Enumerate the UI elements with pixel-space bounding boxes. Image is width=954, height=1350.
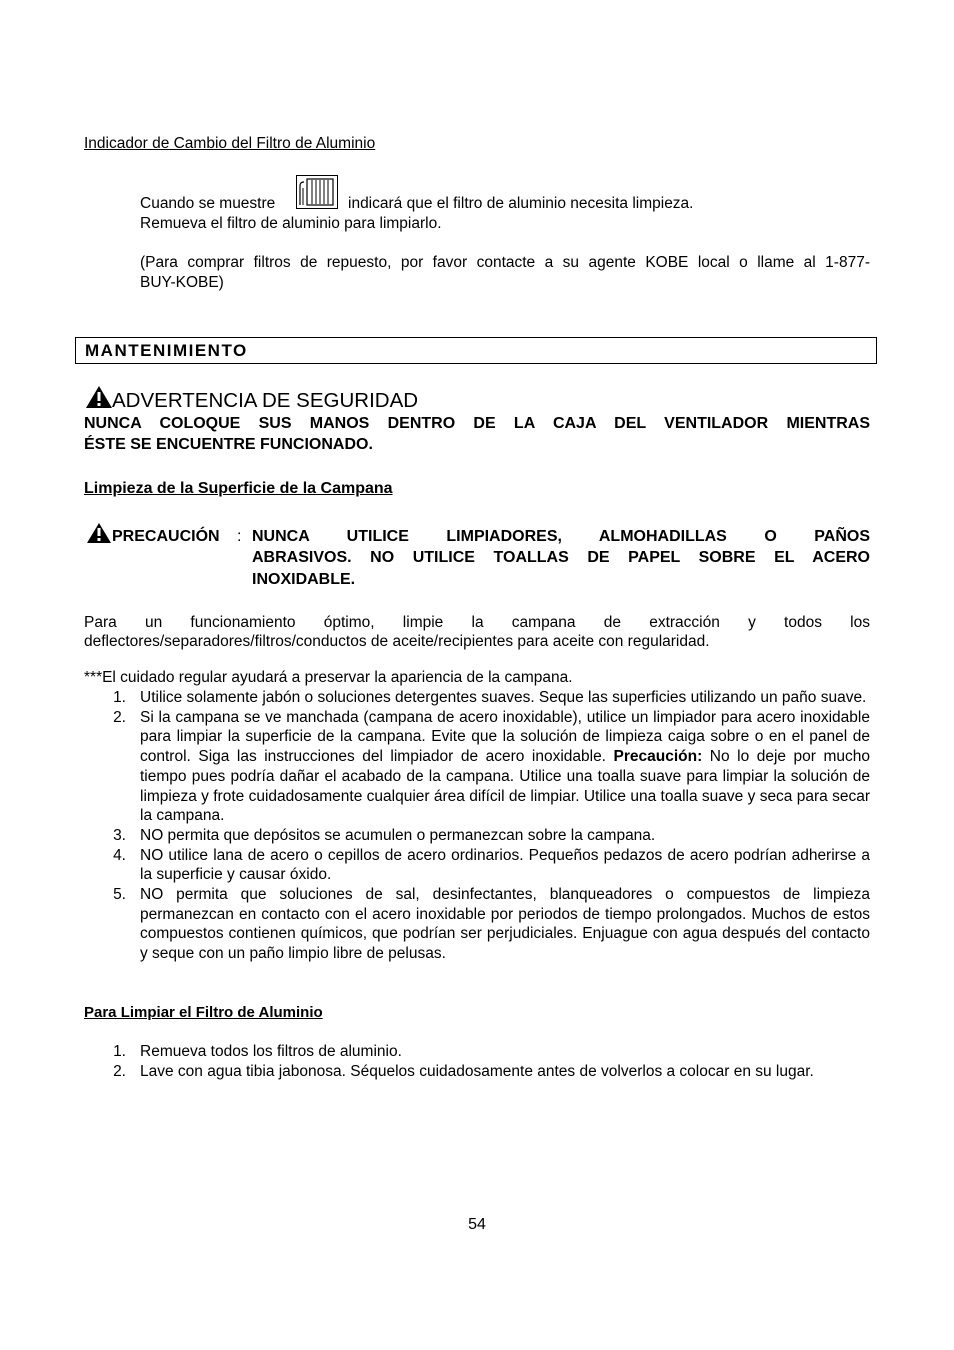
indicator-text-after: indicará que el filtro de aluminio necesita limpieza. — [348, 195, 694, 212]
list-item — [84, 846, 870, 885]
caution-inline-label: Precaución: — [613, 748, 703, 766]
list-item — [84, 708, 870, 826]
surface-cleaning-heading: Limpieza de la Superficie de la Campana — [84, 480, 393, 497]
list-item-text: Remueva todos los filtros de aluminio. — [140, 1043, 402, 1060]
section-title: MANTENIMIENTO — [85, 341, 248, 360]
list-item-number: 2. — [113, 1062, 126, 1080]
safety-line2: ÉSTE SE ENCUENTRE FUNCIONADO. — [84, 436, 373, 453]
caution-triangle-icon — [86, 522, 112, 549]
page-number: 54 — [468, 1216, 486, 1233]
list-item-text: NO permita que soluciones de sal, desinfectantes, blanqueadores o compuestos de limpieza permanezcan en contacto con el acero inoxidable por periodos de tiempo prolongados. Muchos de estos compuestos contienen químicos, que podrían ser perjudiciales. Enjuague con agua después del contacto y seque con un paño limpio libre de pelusas. — [140, 886, 870, 963]
caution-line3: INOXIDABLE. — [252, 571, 356, 588]
list-item-text: Lave con agua tibia jabonosa. Séquelos cuidadosamente antes de volverlos a colocar en su lugar. — [140, 1062, 814, 1080]
filter-indicator-icon — [296, 175, 338, 209]
list-item — [84, 1042, 870, 1062]
list-item — [84, 688, 870, 708]
list-item-text: NO permita que depósitos se acumulen o permanezcan sobre la campana. — [140, 826, 656, 844]
list-item — [84, 826, 870, 846]
safety-title: ADVERTENCIA DE SEGURIDAD — [112, 389, 419, 412]
list-item-number: 1. — [113, 689, 126, 706]
surface-cleaning-list — [84, 688, 870, 964]
caution-line2: ABRASIVOS. NO UTILICE TOALLAS DE PAPEL SOBRE EL ACERO — [252, 549, 870, 566]
list-item-number: 1. — [113, 1043, 126, 1060]
list-item-text-part: No lo deje por mucho tiempo pues podría dañar el acabado de la campana. Utilice una toalla suave para limpiar la solución de limpieza y frote cuidadosamente cualquier área difícil de limpiar. Utilice una toalla suave y seca para secar la campana. — [140, 748, 870, 825]
caution-colon: : — [237, 528, 242, 545]
list-item-text: NO utilice lana de acero o cepillos de acero ordinarios. Pequeños pedazos de acero podrían adherirse a la superficie y causar óxido. — [140, 846, 870, 884]
replacement-note-line1: (Para comprar filtros de repuesto, por favor contacte a su agente KOBE local o llame al 1-877- — [140, 254, 870, 271]
indicator-text-before: Cuando se muestre — [140, 195, 276, 212]
safety-line1: NUNCA COLOQUE SUS MANOS DENTRO DE LA CAJA DEL VENTILADOR MIENTRAS — [84, 415, 870, 432]
warning-triangle-icon — [85, 385, 113, 414]
caution-line1: NUNCA UTILICE LIMPIADORES, ALMOHADILLAS O PAÑOS — [252, 528, 870, 545]
list-item-text: Utilice solamente jabón o soluciones detergentes suaves. Seque las superficies utilizando un paño suave. — [140, 689, 867, 706]
caution-label: PRECAUCIÓN — [112, 528, 220, 545]
filter-cleaning-list — [84, 1042, 870, 1081]
indicator-text-line2: Remueva el filtro de aluminio para limpiarlo. — [140, 215, 442, 232]
list-item — [84, 885, 870, 964]
section-header-box — [75, 337, 877, 364]
replacement-note-line2: BUY-KOBE) — [140, 274, 224, 291]
list-item-number: 2. — [113, 708, 126, 726]
list-item-text-part: Si la campana se ve manchada (campana de acero inoxidable), utilice un limpiador para acero inoxidable para limpiar la superficie de la campana. Evite que la solución de limpieza caiga sobre o en el panel de control. Siga las instrucciones del limpiador de acero inoxidable. — [140, 708, 870, 766]
list-item-text — [140, 708, 870, 826]
filter-indicator-heading: Indicador de Cambio del Filtro de Aluminio — [84, 135, 376, 152]
filter-cleaning-heading: Para Limpiar el Filtro de Aluminio — [84, 1004, 323, 1021]
intro-line1: Para un funcionamiento óptimo, limpie la campana de extracción y todos los — [84, 614, 870, 631]
list-item — [84, 1062, 870, 1082]
regular-care-note: ***El cuidado regular ayudará a preservar la apariencia de la campana. — [84, 669, 573, 686]
list-item-number: 4. — [113, 846, 126, 864]
intro-line2: deflectores/separadores/filtros/conductos de aceite/recipientes para aceite con regularidad. — [84, 633, 710, 650]
list-item-number: 5. — [113, 886, 126, 904]
list-item-number: 3. — [113, 826, 126, 844]
